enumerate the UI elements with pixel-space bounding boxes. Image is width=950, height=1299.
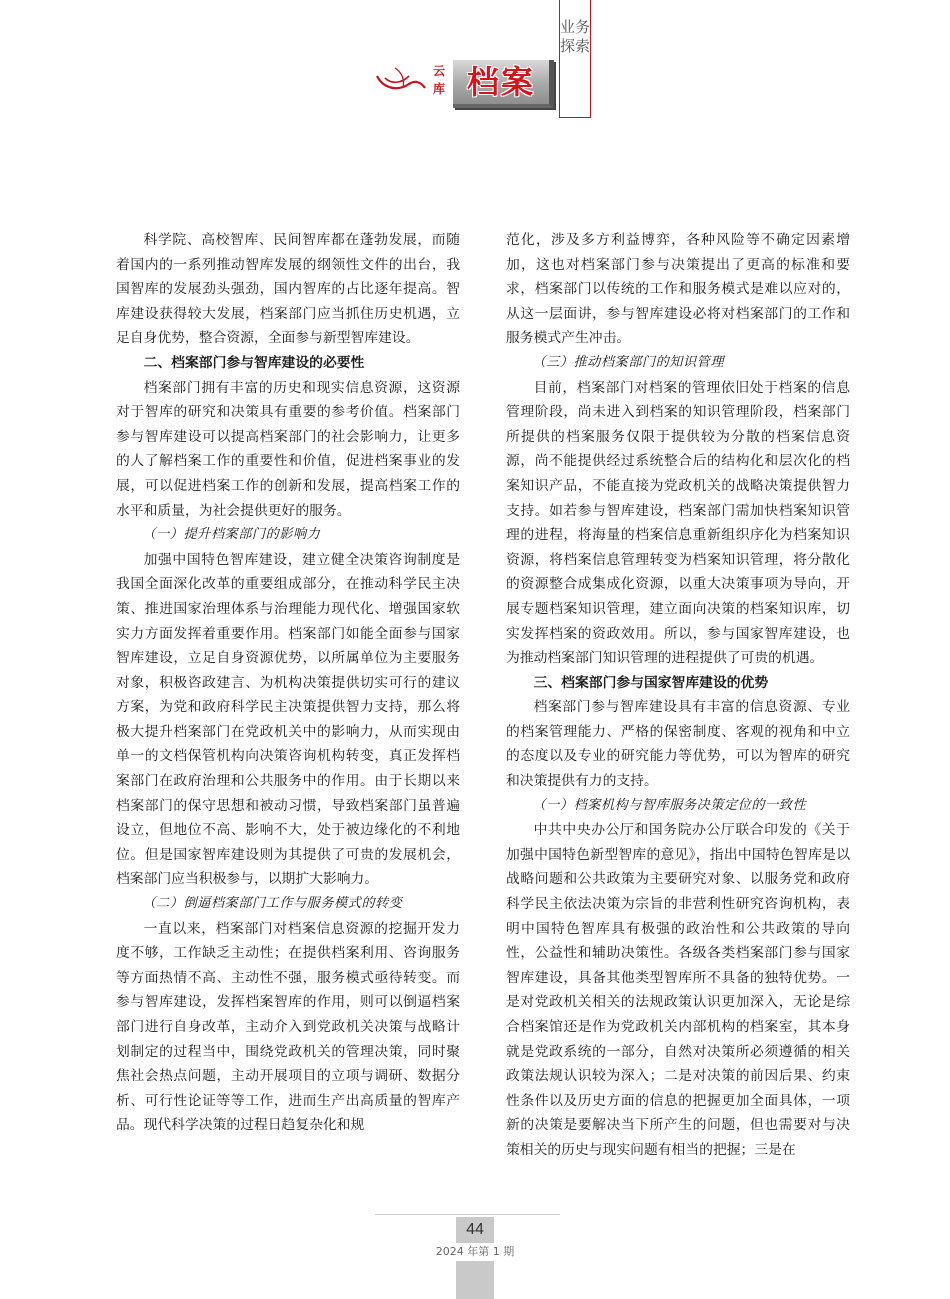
footer-tab	[456, 1261, 494, 1299]
section-heading: 三、档案部门参与国家智库建设的优势	[533, 674, 769, 691]
right-column	[506, 228, 850, 1163]
section-label: 业务探索	[560, 18, 591, 55]
footer-divider	[375, 1214, 560, 1215]
page-number: 44	[456, 1217, 494, 1243]
logo-main-box	[453, 60, 554, 108]
body-paragraph: 档案部门拥有丰富的历史和现实信息资源，这资源对于智库的研究和决策具有重要的参考价值。档案部门参与智库建设可以提高档案部门的社会影响力，让更多的人了解档案工作的重要性和价值，促进档案事业的发展，可以促进档案工作的创新和发展，提高档案工作的水平和质量，为社会提供更好的服务。	[116, 379, 460, 519]
body-paragraph: 加强中国特色智库建设，建立健全决策咨询制度是我国全面深化改革的重要组成部分，在推动科学民主决策、推进国家治理体系与治理能力现代化、增强国家软实力方面发挥着重要作用。档案部门如能全面参与国家智库建设，立足自身资源优势，以所属单位为主要服务对象，积极咨政建言、为机构决策提供切实可行的建议方案，为党和政府科学民主决策提供智力支持，那么将极大提升档案部门在党政机关中的影响力，从而实现由单一的文档保管机构向决策咨询机构转变，真正发挥档案部门在政府治理和公共服务中的作用。由于长期以来档案部门的保守思想和被动习惯，导致档案部门虽普遍设立，但地位不高、影响不大，处于被边缘化的不利地位。但是国家智库建设则为其提供了可贵的发展机会，档案部门应当积极参与，以期扩大影响力。	[116, 551, 460, 888]
subsection-heading: （一）提升档案部门的影响力	[142, 527, 321, 543]
left-column	[116, 228, 460, 1138]
section-tab	[559, 0, 591, 118]
section-heading: 二、档案部门参与智库建设的必要性	[143, 354, 365, 371]
subsection-heading: （一）档案机构与智库服务决策定位的一致性	[532, 797, 807, 813]
red-swoosh-icon	[375, 58, 427, 98]
magazine-logo	[375, 46, 565, 116]
subsection-heading: （二）倒逼档案部门工作与服务模式的转变	[142, 896, 403, 912]
body-paragraph: 中共中央办公厅和国务院办公厅联合印发的《关于加强中国特色新型智库的意见》，指出中国特色智库是以战略问题和公共政策为主要研究对象、以服务党和政府科学民主依法决策为宗旨的非营利性研究咨询机构，表明中国特色智库具有极强的政治性和公共政策的导向性，公益性和辅助决策性。各级各类档案部门参与国家智库建设，具备其他类型智库所不具备的独特优势。一是对党政机关相关的法规政策认识更加深入，无论是综合档案馆还是作为党政机关内部机构的档案室，其本身就是党政系统的一部分，自然对决策所必须遵循的相关政策法规认识较为深入；二是对决策的前因后果、约束性条件以及历史方面的信息的把握更加全面具体，一项新的决策是要解决当下所产生的问题，但也需要对与决策相关的历史与现实问题有相当的把握；三是在	[506, 822, 850, 1158]
subsection-heading: （三）推动档案部门的知识管理	[532, 354, 725, 370]
body-paragraph: 目前，档案部门对档案的管理依旧处于档案的信息管理阶段，尚未进入到档案的知识管理阶段，档案部门所提供的档案服务仅限于提供较为分散的档案信息资源，尚不能提供经过系统整合后的结构化和层次化的档案知识产品，不能直接为党政机关的战略决策提供智力支持。如若参与智库建设，档案部门需加快档案知识管理的进程，将海量的档案信息重新组织序化为档案知识资源，将档案信息管理转变为档案知识管理，将分散化的资源整合成集成化资源，以重大决策事项为导向，开展专题档案知识管理，建立面向决策的档案知识库，切实发挥档案的资政效用。所以，参与国家智库建设，也为推动档案部门知识管理的进程提供了可贵的机遇。	[506, 379, 850, 667]
issue-label: 2024 年第 1 期	[435, 1245, 515, 1258]
body-paragraph: 科学院、高校智库、民间智库都在蓬勃发展，而随着国内的一系列推动智库发展的纲领性文件的出台，我国智库的发展劲头强劲，国内智库的占比逐年提高。智库建设获得较大发展，档案部门应当抓住历史机遇，立足自身优势，整合资源，全面参与新型智库建设。	[116, 232, 460, 347]
body-paragraph: 范化，涉及多方利益博弈，各种风险等不确定因素增加，这也对档案部门参与决策提出了更高的标准和要求，档案部门以传统的工作和服务模式是难以应对的，从这一层面讲，参与智库建设必将对档案部门的工作和服务模式产生冲击。	[506, 232, 850, 347]
body-paragraph: 档案部门参与智库建设具有丰富的信息资源、专业的档案管理能力、严格的保密制度、客观的视角和中立的态度以及专业的研究能力等优势，可以为智库的研究和决策提供有力的支持。	[506, 699, 850, 790]
body-paragraph: 一直以来，档案部门对档案信息资源的挖掘开发力度不够，工作缺乏主动性；在提供档案利用、咨询服务等方面热情不高、主动性不强，服务模式亟待转变。而参与智库建设，发挥档案智库的作用，则可以倒逼档案部门进行自身改革，主动介入到党政机关决策与战略计划制定的过程当中，围绕党政机关的管理决策，同时聚焦社会热点问题，主动开展项目的立项与调研、数据分析、可行性论证等等工作，进而生产出高质量的智库产品。现代科学决策的过程日趋复杂化和规	[116, 920, 460, 1134]
logo-small-text: 云 库	[432, 64, 445, 96]
logo-main-text: 档案	[466, 63, 535, 101]
